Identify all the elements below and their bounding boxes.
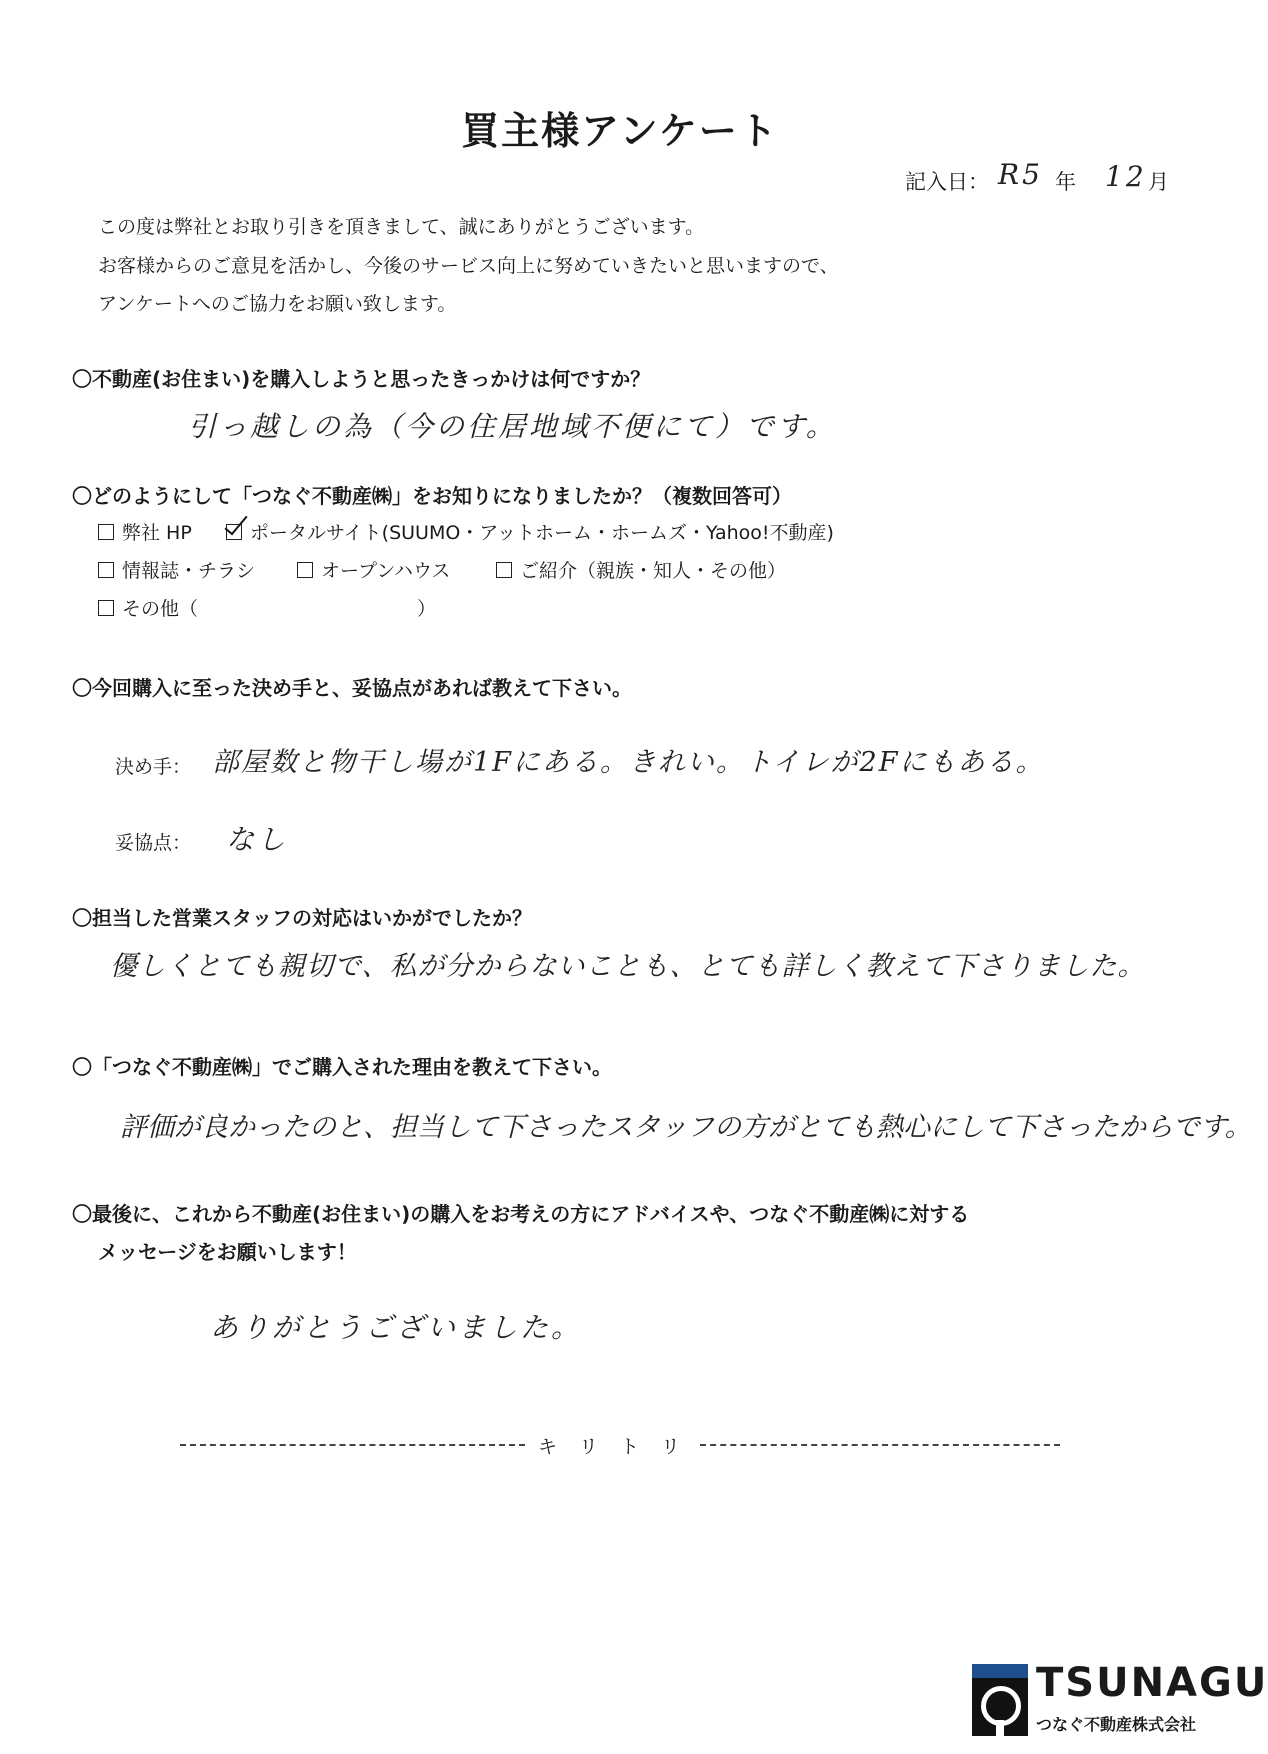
option-label: ポータルサイト(SUUMO・アットホーム・ホームズ・Yahoo!不動産) <box>250 522 834 544</box>
checkbox-other[interactable] <box>98 600 114 616</box>
date-era-year[interactable]: R5 <box>998 158 1043 191</box>
answer-motivation[interactable]: 引っ越しの為（今の住居地域不便にて）です。 <box>188 410 837 443</box>
house-logo-icon <box>972 1664 1028 1736</box>
intro-line: お客様からのご意見を活かし、今後のサービス向上に努めていきたいと思いますので、 <box>98 255 839 277</box>
option-other[interactable] <box>98 594 198 621</box>
answer-staff-response[interactable]: 優しくとても親切で、私が分からないことも、とても詳しく教えて下さりました。 <box>110 951 1146 982</box>
checkbox-portal-site[interactable] <box>226 524 242 540</box>
question-message: 〇最後に、これから不動産(お住まい)の購入をお考えの方にアドバイスや、つなぐ不動産㈱に対する <box>72 1202 970 1226</box>
question-source: 〇どのようにして「つなぐ不動産㈱」をお知りになりましたか？（複数回答可） <box>72 484 792 508</box>
option-label: オープンハウス <box>321 560 451 582</box>
answer-message[interactable]: ありがとうございました。 <box>210 1311 583 1344</box>
question-motivation: 〇不動産(お住まい)を購入しようと思ったきっかけは何ですか？ <box>72 367 651 391</box>
date-month-unit: 月 <box>1148 170 1169 194</box>
date-year-unit: 年 <box>1055 170 1076 194</box>
option-other-close: ） <box>417 598 437 620</box>
option-label: 弊社 HP <box>122 522 192 544</box>
logo-subtitle: つなぐ不動産株式会社 <box>1036 1715 1197 1734</box>
logo-stem <box>996 1720 1004 1736</box>
question-staff-response: 〇担当した営業スタッフの対応はいかがでしたか？ <box>72 906 532 930</box>
deciding-factor-label: 決め手： <box>115 756 192 778</box>
logo-name: TSUNAGU <box>1036 1660 1268 1706</box>
cut-line-dash-right <box>700 1444 1060 1446</box>
intro-line: アンケートへのご協力をお願い致します。 <box>98 293 457 315</box>
date-month[interactable]: 12 <box>1105 160 1147 193</box>
checkbox-company-hp[interactable] <box>98 524 114 540</box>
page-title: 買主様アンケート <box>461 109 779 153</box>
date-label: 記入日： <box>905 170 989 194</box>
cut-line <box>180 1432 1060 1456</box>
option-referral[interactable] <box>496 556 786 583</box>
logo-roof <box>972 1664 1028 1678</box>
compromise-label: 妥協点： <box>115 832 192 854</box>
intro-line: この度は弊社とお取り引きを頂きまして、誠にありがとうございます。 <box>98 216 705 238</box>
option-label: ご紹介（親族・知人・その他） <box>520 560 787 582</box>
cut-line-label: キリトリ <box>538 1436 703 1458</box>
option-company-hp[interactable] <box>98 518 192 545</box>
deciding-factor-answer[interactable]: 部屋数と物干し場が1Fにある。きれい。トイレが2Fにもある。 <box>212 747 1045 778</box>
checkbox-referral[interactable] <box>496 562 512 578</box>
question-deciding-factor: 〇今回購入に至った決め手と、妥協点があれば教えて下さい。 <box>72 676 632 700</box>
answer-purchase-reason[interactable]: 評価が良かったのと、担当して下さったスタッフの方がとても熱心にして下さったからです。 <box>120 1112 1252 1143</box>
option-open-house[interactable] <box>297 556 450 583</box>
question-purchase-reason: 〇「つなぐ不動産㈱」でご購入された理由を教えて下さい。 <box>72 1055 612 1079</box>
checkbox-flyer[interactable] <box>98 562 114 578</box>
company-logo <box>972 1660 1268 1740</box>
question-message-line2: メッセージをお願いします！ <box>98 1240 357 1264</box>
option-flyer[interactable] <box>98 556 255 583</box>
cut-line-dash-left <box>180 1444 525 1446</box>
checkbox-open-house[interactable] <box>297 562 313 578</box>
compromise-answer[interactable]: なし <box>226 823 289 856</box>
option-portal-site[interactable] <box>226 518 834 545</box>
option-label: その他（ <box>122 598 199 620</box>
option-label: 情報誌・チラシ <box>122 560 256 582</box>
